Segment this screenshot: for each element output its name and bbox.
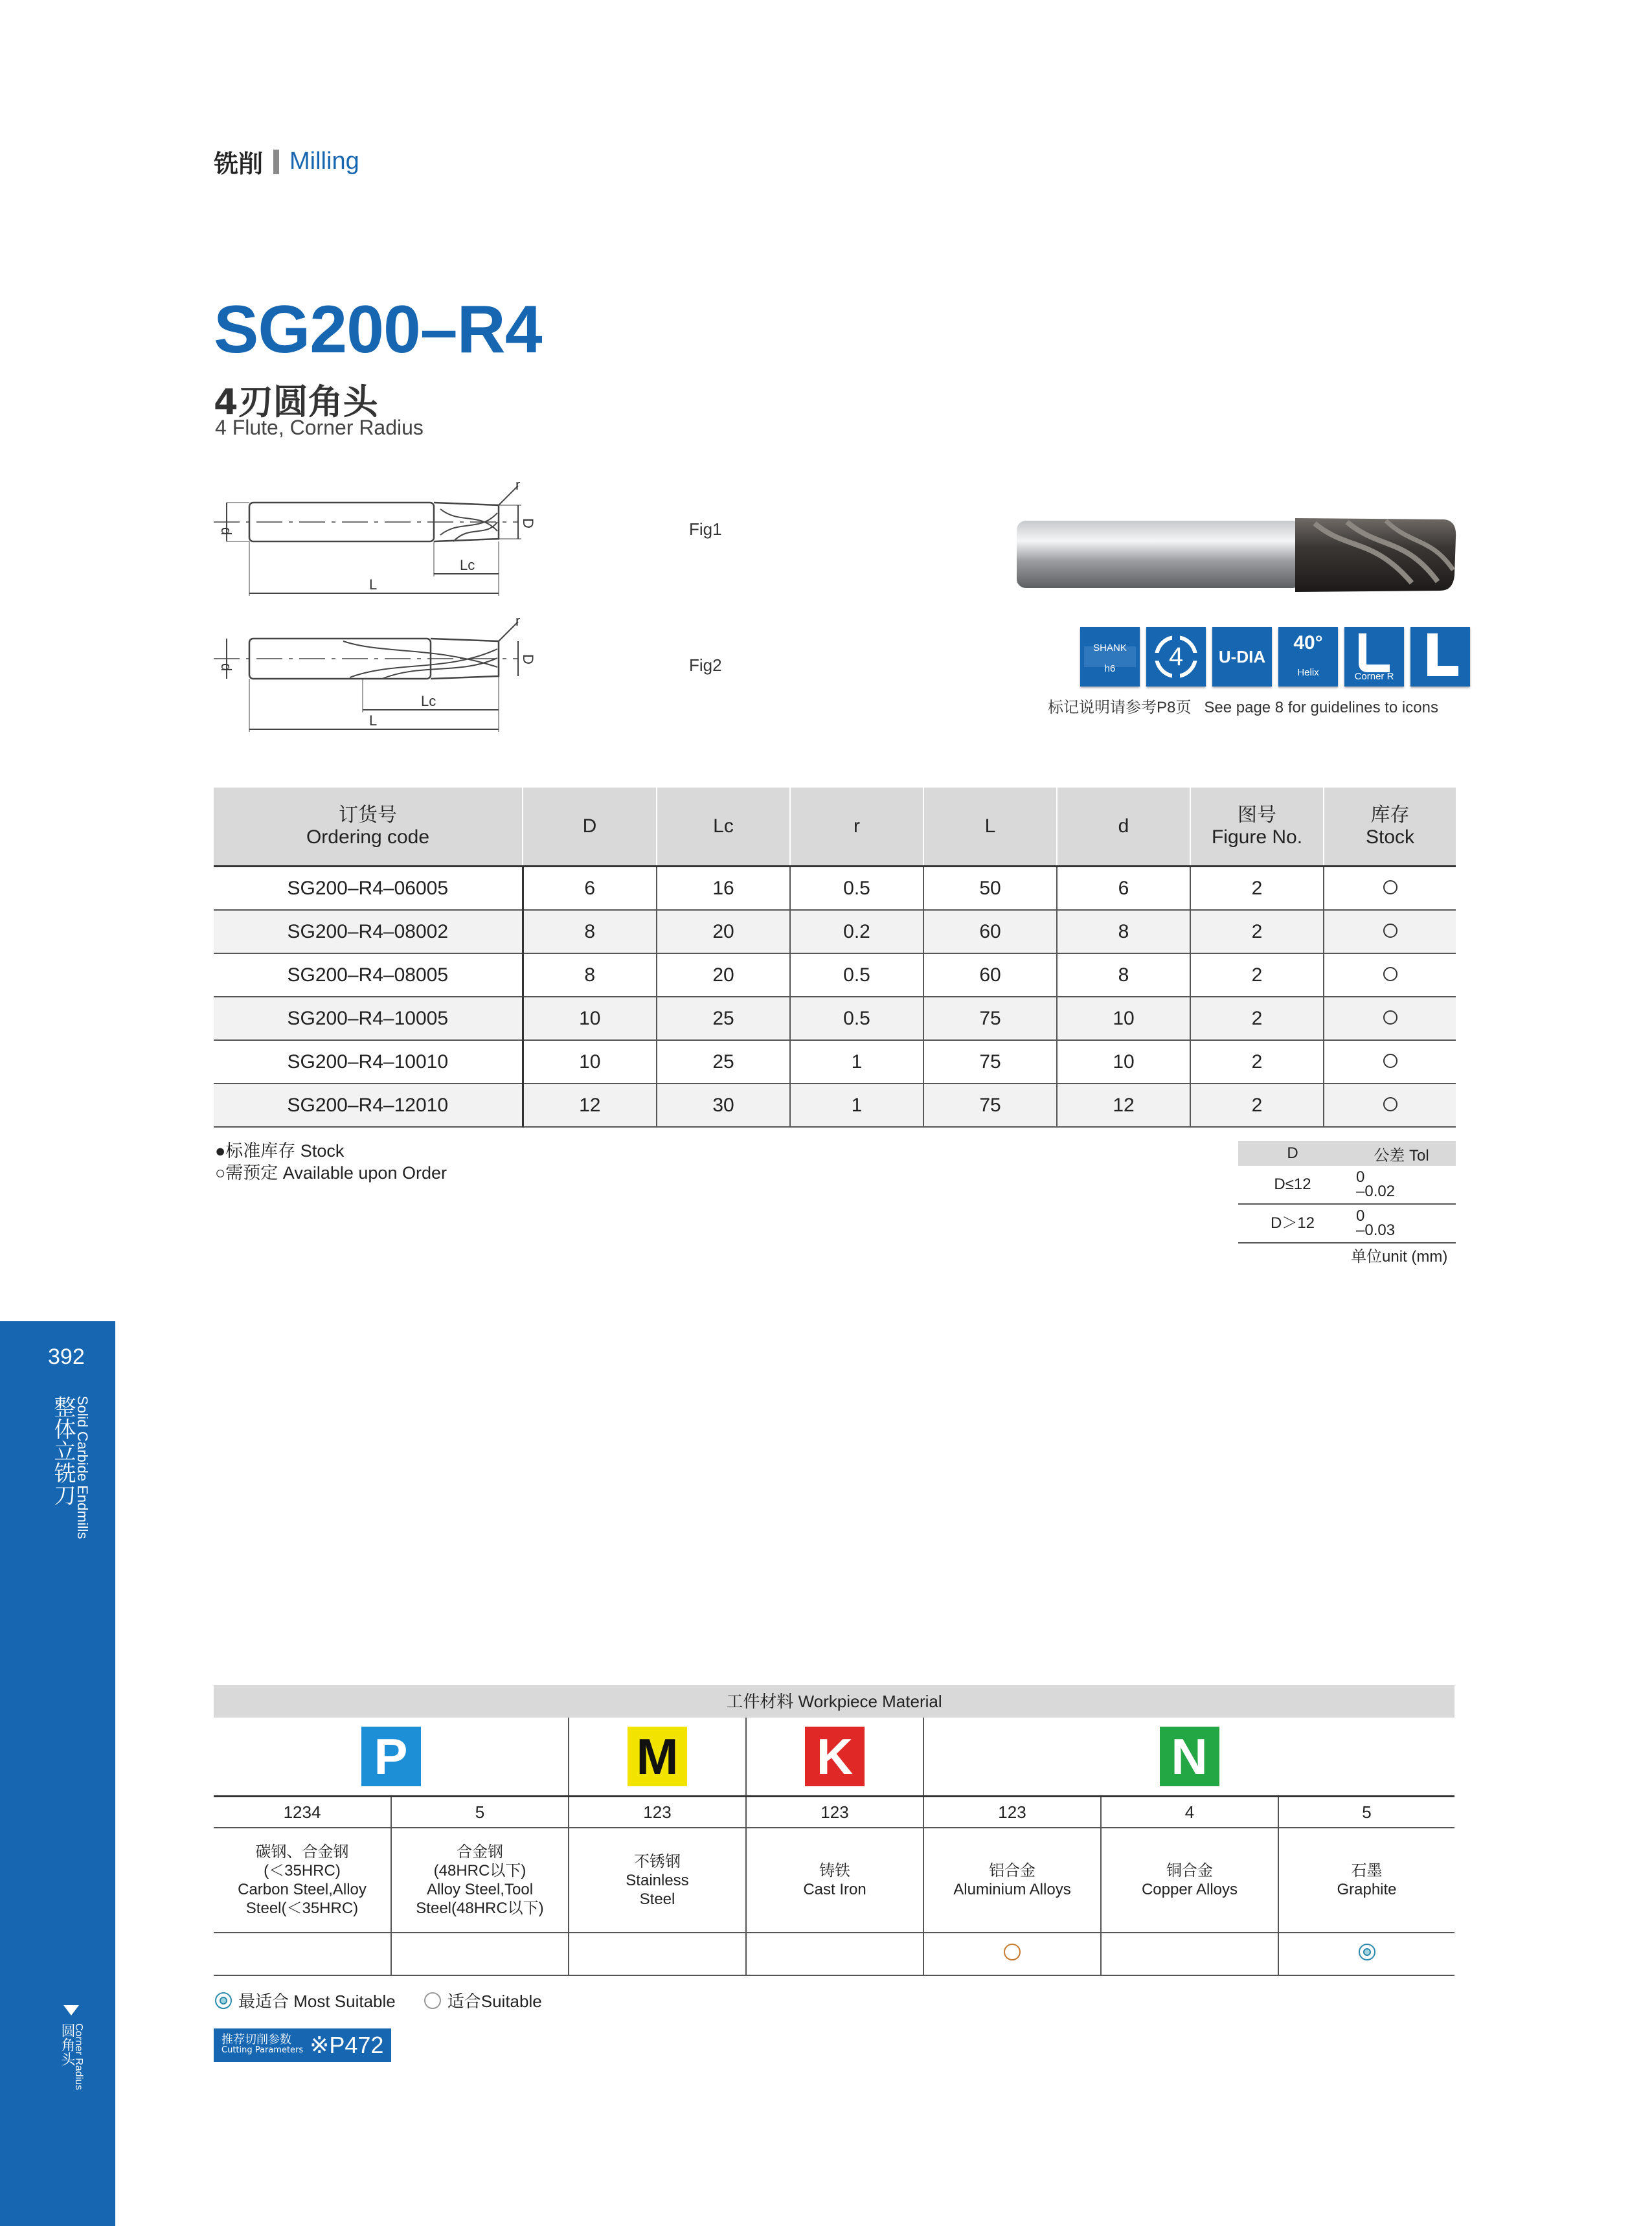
tol-header-tol: 公差 Tol: [1347, 1141, 1456, 1166]
material-alloy-steel: 合金钢 (48HRC以下) Alloy Steel,Tool Steel(48HRC以下): [391, 1828, 569, 1933]
legend-stock: ●标准库存 Stock: [215, 1141, 345, 1161]
stock-order-icon: [1383, 1097, 1397, 1111]
stock-order-icon: [1383, 967, 1397, 981]
four-flute-icon: 4: [1146, 627, 1206, 687]
header-figure: 图号 Figure No.: [1190, 788, 1324, 867]
technical-drawings: [214, 479, 706, 751]
unit-note: 单位unit (mm): [1351, 1248, 1448, 1266]
iso-n-icon: N: [1160, 1727, 1219, 1786]
header-Lc: Lc: [657, 788, 790, 867]
header-d: d: [1057, 788, 1190, 867]
breadcrumb: [214, 144, 359, 179]
icon-note: 标记说明请参考P8页 See page 8 for guidelines to icons: [1048, 699, 1438, 716]
dim-r-fig1: r: [515, 479, 521, 493]
table-row: SG200–R4–10010 10 25 1 75 10 2: [214, 1040, 1456, 1084]
iso-m-icon: M: [628, 1727, 687, 1786]
dim-r-fig2: r: [515, 613, 521, 629]
dim-Lc-fig2: Lc: [421, 693, 436, 709]
corner-r-icon: Corner R: [1344, 627, 1404, 687]
iso-p-icon: P: [361, 1727, 421, 1786]
page-number: 392: [48, 1345, 85, 1369]
material-cast-iron: 铸铁 Cast Iron: [746, 1828, 923, 1933]
header-ordering-code: 订货号 Ordering code: [214, 788, 523, 867]
dim-Lc-fig1: Lc: [460, 557, 475, 573]
stock-legend: [215, 1140, 447, 1184]
dim-d-fig1: d: [218, 527, 234, 536]
square-end-icon: [1410, 627, 1470, 687]
tol-header-D: D: [1238, 1141, 1347, 1166]
cutting-parameters-link[interactable]: 推荐切削参数 Cutting Parameters ※P472: [214, 2028, 391, 2062]
stock-order-icon: [1383, 880, 1397, 894]
table-row: SG200–R4–10005 10 25 0.5 75 10 2: [214, 997, 1456, 1040]
dim-D-fig2: D: [520, 654, 536, 664]
header-D: D: [523, 788, 657, 867]
arrow-down-icon: [63, 2005, 79, 2016]
shank-h6-icon: SHANK h6: [1080, 627, 1140, 687]
dim-L-fig1: L: [369, 576, 378, 593]
product-name-cn: 4刃圆角头: [214, 381, 378, 422]
product-code: SG200–R4: [214, 292, 542, 367]
header-stock: 库存 Stock: [1324, 788, 1456, 867]
header-r: r: [790, 788, 923, 867]
table-row: SG200–R4–08002 8 20 0.2 60 8 2: [214, 910, 1456, 953]
most-suitable-icon: [1359, 1944, 1375, 1960]
table-row: D≤12 0 –0.02: [1238, 1166, 1456, 1204]
table-row: SG200–R4–06005 6 16 0.5 50 6 2: [214, 867, 1456, 911]
dim-D-fig1: D: [520, 518, 536, 528]
table-row: SG200–R4–08005 8 20 0.5 60 8 2: [214, 953, 1456, 997]
material-aluminium: 铝合金 Aluminium Alloys: [923, 1828, 1101, 1933]
divider: [273, 150, 279, 174]
material-table: P M K N 1234 5 123 123 123 4 5 碳钢、合金钢 (＜35HRC) Carbon Steel,Alloy Steel(＜35HRC) 合金钢 (48HRC以下) Alloy Steel,Tool Steel(48HRC以下) 不锈钢 Stainless Steel 铸铁 Cast Iron 铝合金 Aluminium Alloys 铜合金 Copper Alloys 石墨 Graphite: [214, 1718, 1454, 1976]
u-dia-icon: U-DIA: [1212, 627, 1272, 687]
stock-order-icon: [1383, 1010, 1397, 1025]
suitable-icon: [424, 1992, 441, 2009]
material-carbon-steel: 碳钢、合金钢 (＜35HRC) Carbon Steel,Alloy Steel(＜35HRC): [214, 1828, 391, 1933]
product-name-en: 4 Flute, Corner Radius: [215, 416, 424, 439]
stock-order-icon: [1383, 1054, 1397, 1068]
material-stainless: 不锈钢 Stainless Steel: [569, 1828, 746, 1933]
table-row: SG200–R4–12010 12 30 1 75 12 2: [214, 1084, 1456, 1127]
material-title: 工件材料 Workpiece Material: [214, 1685, 1454, 1718]
fig2-label: Fig2: [689, 655, 722, 675]
fig1-label: Fig1: [689, 519, 722, 539]
sidebar-sub-cn: 圆角头: [59, 2023, 75, 2066]
sidebar-sub-en: Corner Radius: [73, 2023, 84, 2091]
legend-order: ○需预定 Available upon Order: [215, 1163, 447, 1183]
sidebar-category-cn: 整体立铣刀: [50, 1396, 76, 1506]
sidebar-category-en: Solid Carbide Endmills: [74, 1396, 91, 1539]
material-copper: 铜合金 Copper Alloys: [1101, 1828, 1278, 1933]
fig1-drawing: [214, 486, 521, 596]
section-cn: 铣削: [214, 150, 264, 178]
feature-icons: [1080, 627, 1470, 687]
dim-d-fig2: d: [218, 663, 234, 672]
endmill-photo: [1010, 512, 1457, 599]
iso-k-icon: K: [805, 1727, 865, 1786]
header-L: L: [923, 788, 1057, 867]
fig2-drawing: [214, 622, 518, 732]
helix-40-icon: 40° Helix: [1278, 627, 1338, 687]
table-row: D＞12 0 –0.03: [1238, 1204, 1456, 1243]
most-suitable-icon: [215, 1992, 232, 2009]
tolerance-table: [1238, 1141, 1456, 1244]
section-en: Milling: [289, 148, 359, 175]
material-graphite: 石墨 Graphite: [1278, 1828, 1454, 1933]
stock-order-icon: [1383, 924, 1397, 938]
dim-L-fig2: L: [369, 712, 378, 729]
suitable-icon: [1004, 1944, 1021, 1960]
suitability-legend: 最适合 Most Suitable 适合Suitable: [215, 1988, 542, 2012]
ordering-table: [214, 788, 1456, 1128]
